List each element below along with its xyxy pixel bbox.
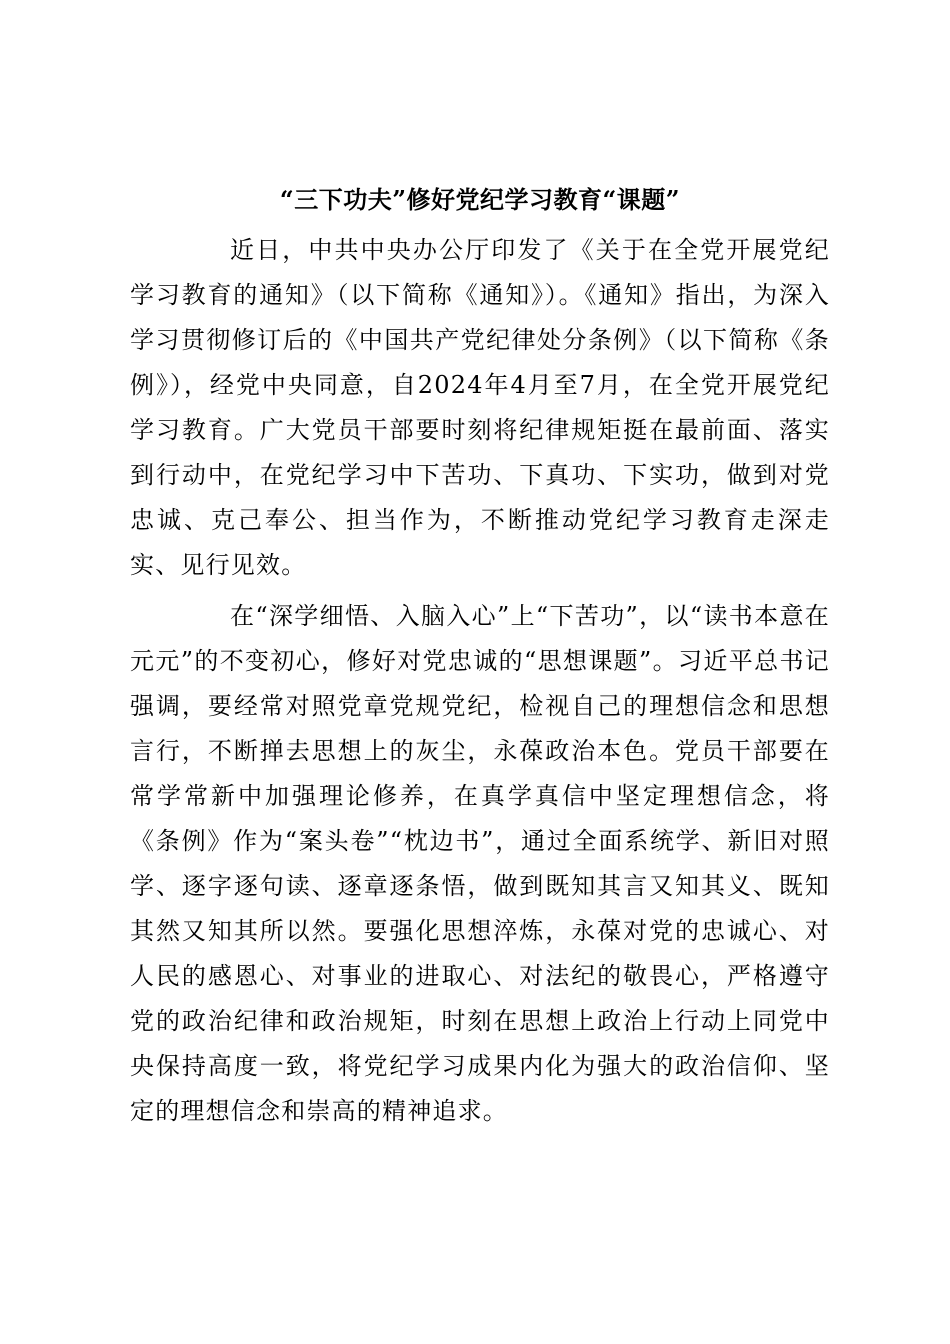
body-paragraph-1: 近日，中共中央办公厅印发了《关于在全党开展党纪学习教育的通知》（以下简称《通知》）。《通知》指出，为深入学习贯彻修订后的《中国共产党纪律处分条例》（以下简称《条例》），经党中央同意，自2024年4月至7月，在全党开展党纪学习教育。广大党员干部要时刻将纪律规矩挺在最前面、落实到行动中，在党纪学习中下苦功、下真功、下实功，做到对党忠诚、克己奉公、担当作为，不断推动党纪学习教育走深走实、见行见效。 bbox=[130, 236, 830, 579]
document-title: “三下功夫”修好党纪学习教育“课题” bbox=[279, 185, 681, 214]
body-paragraph-2: 在“深学细悟、入脑入心”上“下苦功”，以“读书本意在元元”的不变初心，修好对党忠诚的“思想课题”。习近平总书记强调，要经常对照党章党规党纪，检视自己的理想信念和思想言行，不断掸去思想上的灰尘，永葆政治本色。党员干部要在常学常新中加强理论修养，在真学真信中坚定理想信念，将《条例》作为“案头卷”“枕边书”，通过全面系统学、新旧对照学、逐字逐句读、逐章逐条悟，做到既知其言又知其义、既知其然又知其所以然。要强化思想淬炼，永葆对党的忠诚心、对人民的感恩心、对事业的进取心、对法纪的敬畏心，严格遵守党的政治纪律和政治规矩，时刻在思想上政治上行动上同党中央保持高度一致，将党纪学习成果内化为强大的政治信仰、坚定的理想信念和崇高的精神追求。 bbox=[130, 602, 830, 1125]
